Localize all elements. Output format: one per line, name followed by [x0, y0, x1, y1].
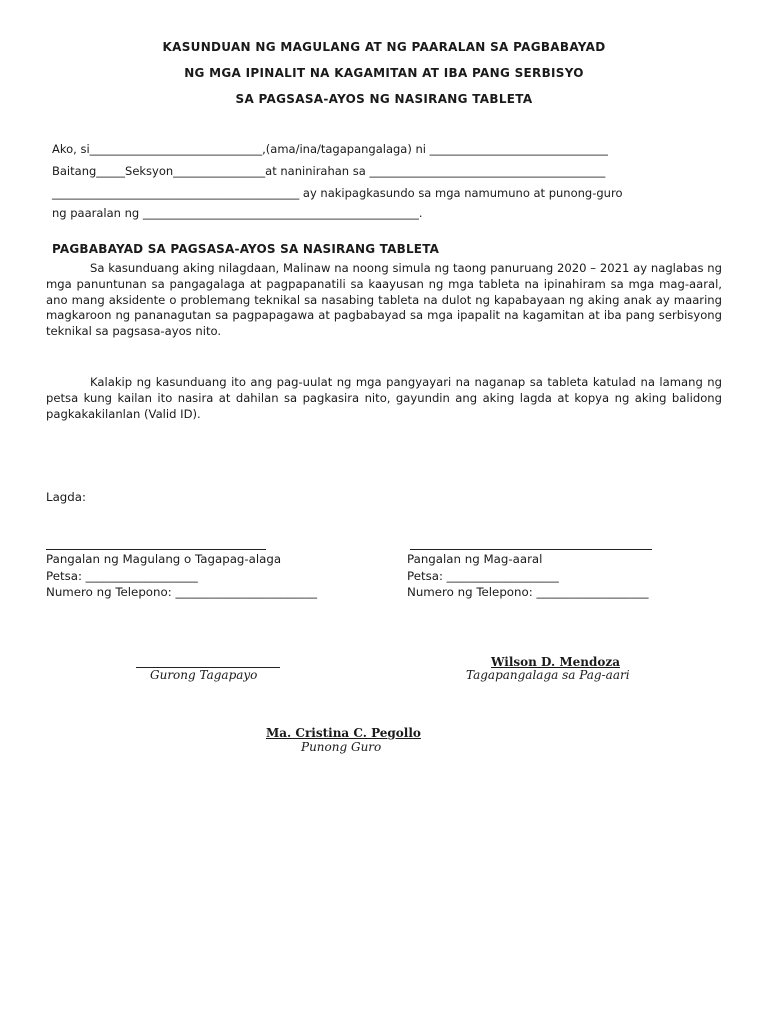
principal-name: Ma. Cristina C. Pegollo [266, 726, 421, 740]
agreement-paragraph-1: Sa kasunduang aking nilagdaan, Malinaw na noong simula ng taong panuruang 2020 – 2021 ay naglabas ng mga panuntunan sa pangagalaga at pagpapanatili sa kaayusan ng mga tableta na ipinahiram sa mga mag-aaral, ano mang aksidente o problemang teknikal sa nasabing tableta na dulot ng kapabayaan ng aking anak ay maaring magkaroon ng pananagutan sa pagpapagawa at pagbabayad sa mga ipapalit na kagamitan at iba pang serbisyong teknikal sa pagsasa-ayos nito. [46, 261, 722, 339]
document-title-line-1: KASUNDUAN NG MAGULANG AT NG PAARALAN SA PAGBABAYAD [162, 40, 606, 54]
parent-phone-label: Numero ng Telepono: ________________________ [46, 585, 318, 599]
document-title-line-2: NG MGA IPINALIT NA KAGAMITAN AT IBA PANG SERBISYO [184, 66, 584, 80]
student-name-label: Pangalan ng Mag-aaral [407, 552, 543, 566]
section-heading: PAGBABAYAD SA PAGSASA-AYOS SA NASIRANG TABLETA [52, 242, 440, 256]
custodian-role: Tagapangalaga sa Pag-aari [466, 668, 630, 682]
student-signature-line [410, 549, 652, 550]
signature-label: Lagda: [46, 490, 86, 504]
fill-line-grade-section: Baitang_____Seksyon________________at naninirahan sa _________________________________________ [52, 164, 606, 178]
parent-signature-line [46, 549, 266, 550]
custodian-name: Wilson D. Mendoza [491, 655, 621, 669]
fill-line-school: ng paaralan ng ________________________________________________. [52, 206, 423, 220]
adviser-role: Gurong Tagapayo [150, 668, 258, 682]
fill-line-agreement: ___________________________________________ ay nakipagkasundo sa mga namumuno at punong-guro [52, 186, 623, 200]
parent-date-label: Petsa: ___________________ [46, 569, 198, 583]
student-date-label: Petsa: ___________________ [407, 569, 559, 583]
principal-role: Punong Guro [301, 740, 382, 754]
student-phone-label: Numero ng Telepono: ___________________ [407, 585, 649, 599]
parent-name-label: Pangalan ng Magulang o Tagapag-alaga [46, 552, 282, 566]
fill-line-name: Ako, si______________________________,(ama/ina/tagapangalaga) ni _______________________________ [52, 142, 608, 156]
document-title-line-3: SA PAGSASA-AYOS NG NASIRANG TABLETA [235, 92, 533, 106]
agreement-paragraph-2: Kalakip ng kasunduang ito ang pag-uulat ng mga pangyayari na naganap sa tableta katulad na lamang ng petsa kung kailan ito nasira at dahilan sa pagkasira nito, gayundin ang aking lagda at kopya ng aking balidong pagkakakilanlan (Valid ID). [46, 375, 722, 421]
